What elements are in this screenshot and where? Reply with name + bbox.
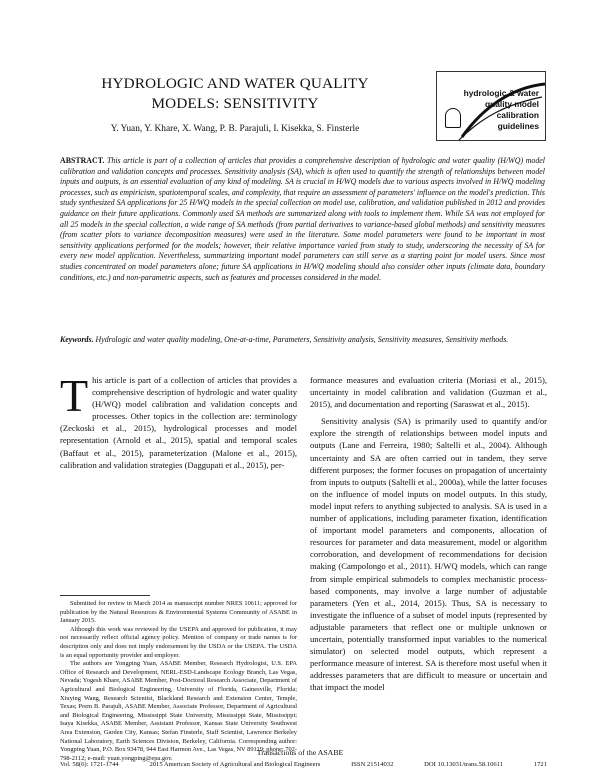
footer-copyright: 2015 American Society of Agricultural and Biological Engineers <box>149 761 321 768</box>
asabe-badge-icon <box>445 108 461 128</box>
footer-page: 1721 <box>533 761 547 768</box>
logo-line-4: guidelines <box>497 121 539 131</box>
intro-paragraph <box>60 370 297 471</box>
guidelines-logo <box>436 71 546 141</box>
footnote-disclaimer: Although this work was reviewed by the USEPA and approved for publication, it may not necessarily reflect official agency policy. Mention of company or trade names is for description only and does not imply endorsement by the USDA or the USEPA. The USDA is an equal opportunity provider and employer. <box>60 625 297 659</box>
article-title-line-1: HYDROLOGIC AND WATER QUALITY <box>101 75 369 92</box>
logo-line-2: quality model <box>485 99 539 109</box>
author-list: Y. Yuan, Y. Khare, X. Wang, P. B. Parajuli, I. Kisekka, S. Finsterle <box>110 124 360 134</box>
abstract-label: ABSTRACT. <box>60 156 105 165</box>
continued-paragraph: formance measures and evaluation criteria (Moriasi et al., 2015), uncertainty in model calibration and validation (Guzman et al., 2015), and documentation and reporting (Saraswat et al., 2015). <box>310 375 547 410</box>
drop-cap: T <box>60 370 89 421</box>
journal-name: Transactions of the ASABE <box>256 748 344 757</box>
abstract-text: This article is part of a collection of articles that provides a comprehensive description of hydrologic and water quality (H/WQ) model calibration and validation concepts and processes. Sensitivity analysis (SA), which is often used to quantify the strength of relationships between model inputs and outputs, is an essential evaluation of any kind of modeling. SA is crucial in H/WQ models due to various aspects involved in H/WQ modeling processes, such as empiricism, spatiotemporal scales, and complexity, that require an assessment of parameters' influence on the model's prediction. This study synthesized SA applications for 25 H/WQ models in the special collection on model use, calibration, and validation published in 2012 and provides guidance on their future applications. Commonly used SA methods are summarized along with tools to implement them. While SA was not employed for all 25 models in the special collection, a wide range of SA methods (from partial derivatives to variance-based global methods) and sensitivity measures (from scatter plots to variance decomposition measures) were used in the literature. Some model parameters were found to be important in most sensitivity applications performed for the models; however, their relative importance varied from study to study, underscoring the necessity of SA for every new model application. Nevertheless, summarizing important model parameters can still serve as a starting point for model users. Since most studies concentrated on model parameters alone; future SA applications in H/WQ modeling should also consider other inputs (climate data, boundary conditions, etc.) and non-parametric aspects, such as features and processes considered in the model. <box>60 156 545 282</box>
keywords-label: Keywords. <box>60 335 94 344</box>
footer-doi: DOI 10.13031/trans.58.10611 <box>424 761 504 768</box>
logo-line-1: hydrologic & water <box>463 88 539 98</box>
keywords <box>60 335 545 346</box>
footer-issn: ISSN 21514032 <box>351 761 394 768</box>
footnote-rule <box>60 595 150 596</box>
logo-line-3: calibration <box>496 110 539 120</box>
body-column-right <box>310 374 547 693</box>
footnote-submitted: Submitted for review in March 2014 as manuscript number NRES 10611; approved for publication by the Natural Resources & Environmental Systems Community of ASABE in January 2015. <box>60 600 297 625</box>
footer-line <box>60 761 547 768</box>
footnotes <box>60 600 297 763</box>
footnote-authors: The authors are Yongping Yuan, ASABE Member, Research Hydrologist, U.S. EPA Office of Research and Development, NERL-ESD-Landscape Ecology Branch, Las Vegas, Nevada; Yogesh Khare, ASABE Member, Post-Doctoral Research Associate, Department of Agricultural and Biological Engineering, University of Florida, Gainesville, Florida; Xiuying Wang, Research Scientist, Blackland Research and Extension Center, Temple, Texas; Prem B. Parajuli, ASABE Member, Associate Professor, Department of Agricultural and Biological Engineering, Mississippi State University, Mississippi State, Mississippi; Isaya Kisekka, ASABE Member, Assistant Professor, Kansas State University Southwest Area Extension, Garden City, Kansas; Stefan Finsterle, Staff Scientist, Lawrence Berkeley National Laboratory, Earth Sciences Division, Berkeley, California. Corresponding author: Yongping Yuan, P.O. Box 93478, 944 East Harmon Ave., Las Vegas, NV 89119; phone: 702-798-2112; e-mail: yuan.yongping@epa.gov. <box>60 660 297 762</box>
abstract <box>60 156 545 283</box>
article-title-line-2: MODELS: SENSITIVITY <box>151 95 319 112</box>
body-column-left <box>60 370 297 471</box>
footer-volume: Vol. 58(6): 1721-1744 <box>60 761 119 768</box>
sa-paragraph: Sensitivity analysis (SA) is primarily used to quantify and/or explore the strength of relationships between model inputs and outputs (Lane and Ferreira, 1980; Saltelli et al., 2004). Although uncertainty and SA are often carried out in tandem, they serve different purposes; the former focuses on propagation of uncertainty from inputs to outputs (Saltelli et al., 2000a), while the latter focuses on the influence of model inputs on model outputs. In this study, model input refers to anything subjected to analysis. SA is used in a number of applications, including parameter fixation, identification of important model parameters and components, allocation of resources for parameter and data measurement, model or algorithm corroboration, and development of recommendations for decision making (Campolongo et al., 2011). H/WQ models, which can range from simple empirical submodels to complex mechanistic process-based components, may involve a large number of adjustable parameters (Yen et al., 2014, 2015). Thus, SA is necessary to investigate the influence of a subset of model inputs (represented by adjustable parameters that reflect one or multiple unknown or uncertain, potentially transformed input variables to the numerical simulator) on selected model outputs, which represent a performance measure of interest. SA is therefore most useful when it addresses parameters that are difficult to measure or uncertain and that impact the model <box>310 416 547 693</box>
keywords-text: Hydrologic and water quality modeling, One-at-a-time, Parameters, Sensitivity analysis, Sensitivity measures, Sensitivity methods. <box>93 335 509 344</box>
intro-text: his article is part of a collection of articles that provides a comprehensive description of hydrologic and water quality (H/WQ) model calibration and validation concepts and processes. Other topics in the collection are: terminology (Zeckoski et al., 2015), hydrological processes and model representation (Arnold et al., 2015), spatial and temporal scales (Baffaut et al., 2015), parameterization (Malone et al., 2015), calibration and validation strategies (Daggupati et al., 2015), per- <box>60 375 297 470</box>
